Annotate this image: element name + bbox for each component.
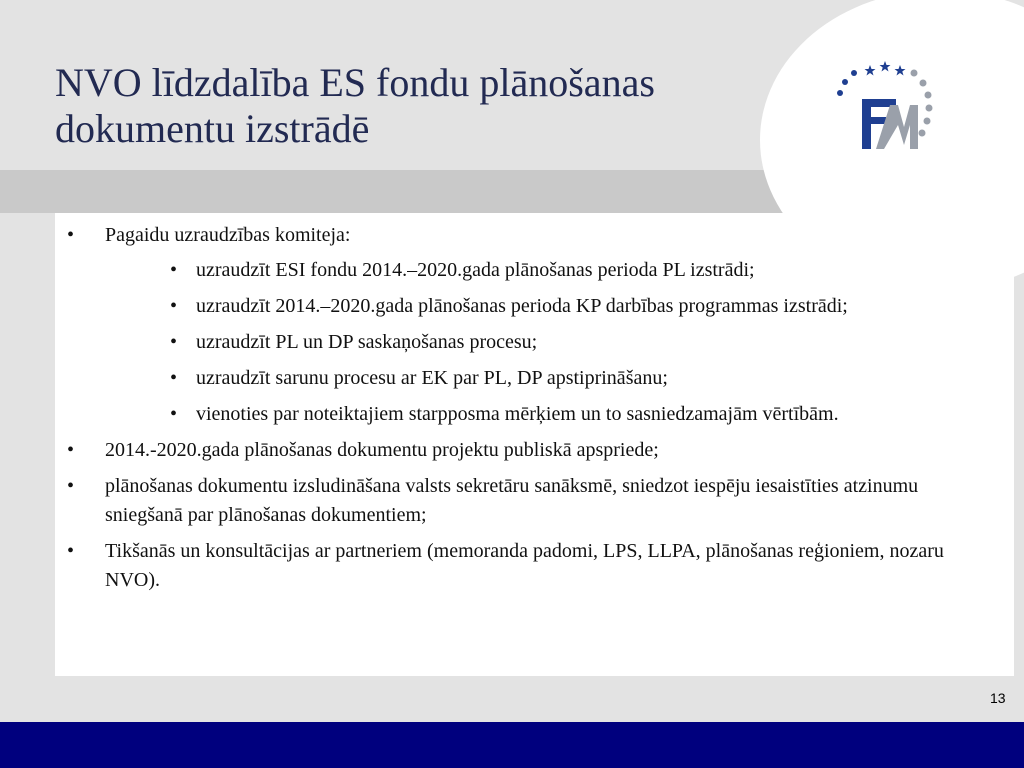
slide-title-line-2: dokumentu izstrādē bbox=[55, 106, 370, 151]
bullet-marker: • bbox=[67, 540, 75, 562]
bullet-item bbox=[55, 537, 995, 595]
sub-bullet-marker: • bbox=[170, 403, 178, 425]
page-number: 13 bbox=[990, 690, 1006, 706]
sub-bullet-text: uzraudzīt PL un DP saskaņošanas procesu; bbox=[196, 331, 538, 353]
sub-bullet-marker: • bbox=[170, 331, 178, 353]
sub-bullet-marker: • bbox=[170, 295, 178, 317]
slide-title bbox=[55, 60, 755, 152]
bullet-list bbox=[55, 221, 1014, 602]
slide-title-line-1: NVO līdzdalība ES fondu plānošanas bbox=[55, 60, 655, 105]
bullet-text: 2014.-2020.gada plānošanas dokumentu projektu publiskā apspriede; bbox=[105, 439, 659, 461]
bullet-item bbox=[55, 221, 995, 429]
sub-bullet-item bbox=[105, 292, 896, 321]
bullet-marker: • bbox=[67, 439, 75, 461]
sub-bullet-text: uzraudzīt sarunu procesu ar EK par PL, DP apstiprināšanu; bbox=[196, 367, 668, 389]
bullet-item bbox=[55, 436, 995, 465]
bullet-marker: • bbox=[67, 475, 75, 497]
sub-bullet-item bbox=[105, 328, 896, 357]
bullet-item bbox=[55, 472, 995, 530]
sub-bullet-text: vienoties par noteiktajiem starpposma mērķiem un to sasniedzamajām vērtībām. bbox=[196, 403, 839, 425]
bullet-marker: • bbox=[67, 224, 75, 246]
bullet-text: Tikšanās un konsultācijas ar partneriem (memoranda padomi, LPS, LLPA, plānošanas reģioniem, nozaru NVO). bbox=[105, 540, 944, 591]
sub-bullet-text: uzraudzīt 2014.–2020.gada plānošanas perioda KP darbības programmas izstrādi; bbox=[196, 295, 848, 317]
bullet-text: plānošanas dokumentu izsludināšana valsts sekretāru sanāksmē, sniedzot iespēju iesaistīties atzinumu sniegšanā par plānošanas dokumentiem; bbox=[105, 475, 919, 526]
sub-bullet-text: uzraudzīt ESI fondu 2014.–2020.gada plānošanas perioda PL izstrādi; bbox=[196, 259, 755, 281]
bullet-text: Pagaidu uzraudzības komiteja: bbox=[105, 224, 351, 246]
sub-bullet-item bbox=[105, 364, 896, 393]
sub-bullet-list bbox=[105, 256, 995, 429]
content-panel bbox=[55, 213, 1014, 676]
sub-bullet-marker: • bbox=[170, 367, 178, 389]
sub-bullet-item bbox=[105, 256, 896, 285]
fm-ministry-logo-icon bbox=[828, 55, 943, 160]
sub-bullet-marker: • bbox=[170, 259, 178, 281]
footer-band bbox=[0, 722, 1024, 768]
sub-bullet-item bbox=[105, 400, 896, 429]
